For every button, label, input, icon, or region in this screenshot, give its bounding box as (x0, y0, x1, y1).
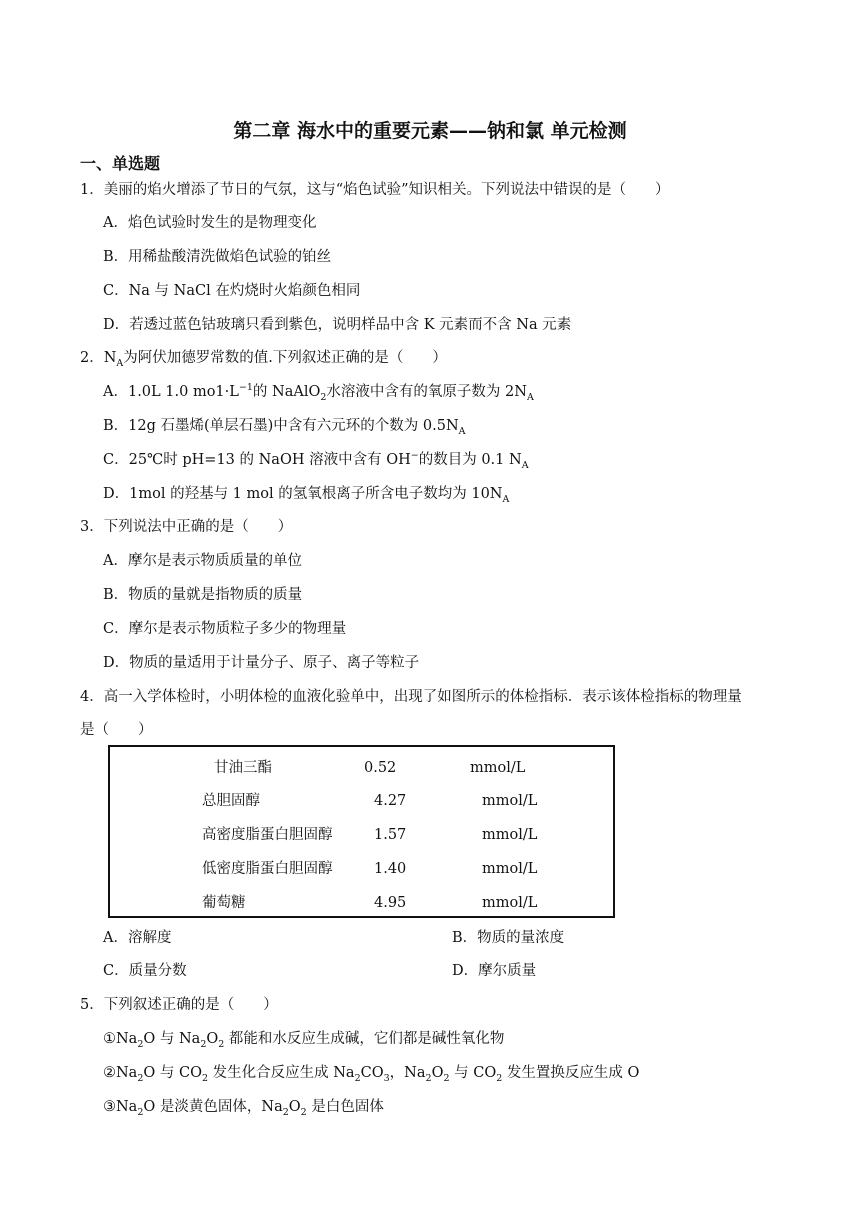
page-title: 第二章 海水中的重要元素——钠和氯 单元检测 (233, 120, 627, 142)
question-4-option-c[interactable]: C．质量分数 (103, 963, 187, 979)
question-5-statement-2: $②Na_2O$ 与 $CO_2$ 发生化合反应生成 $Na_2CO_3$，$Na_2O_2$ 与 $CO_2$ 发生置换反应生成 O (103, 1065, 640, 1084)
question-2-option-a[interactable]: A．1.0L 1.0 $mo1\cdot L^{-1}$的 NaAlO$_2$水溶液中含有的氧原子数为 $2N_A$ (103, 382, 534, 403)
question-1-stem: 1．美丽的焰火增添了节日的气氛，这与“焰色试验”知识相关。下列说法中错误的是（ ） (80, 182, 670, 198)
question-1-option-a[interactable]: A．焰色试验时发生的是物理变化 (103, 215, 317, 231)
question-4-stem-line1: 4．高一入学体检时，小明体检的血液化验单中，出现了如图所示的体检指标．表示该体检指标的物理量 (80, 689, 742, 705)
question-4-stem-line2: 是（ ） (80, 722, 153, 738)
question-5-stem: 5．下列叙述正确的是（ ） (80, 997, 278, 1013)
question-3-stem: 3．下列说法中正确的是（ ） (80, 519, 293, 535)
section-heading: 一、单选题 (80, 154, 161, 173)
table-cell-value: 0.52 (364, 760, 397, 776)
table-cell-unit: mmol/L (482, 827, 538, 843)
table-cell-value: 1.40 (374, 861, 407, 877)
question-1-option-d[interactable]: D．若透过蓝色钴玻璃只看到紫色，说明样品中含 K 元素而不含 Na 元素 (103, 317, 572, 333)
question-2-option-d[interactable]: D．1mol 的羟基与 1 mol 的氢氧根离子所含电子数均为 $10N_A$ (103, 486, 510, 505)
table-cell-unit: mmol/L (482, 895, 538, 911)
table-cell-unit: mmol/L (482, 793, 538, 809)
table-cell-value: 1.57 (374, 827, 407, 843)
question-1-option-b[interactable]: B．用稀盐酸清洗做焰色试验的铂丝 (103, 249, 332, 265)
question-5-statement-1: $①Na_2O$ 与 $Na_2O_2$ 都能和水反应生成碱，它们都是碱性氧化物 (103, 1031, 505, 1050)
table-cell-unit: mmol/L (470, 760, 526, 776)
question-2-option-b[interactable]: B．12g 石墨烯(单层石墨)中含有六元环的个数为 $0.5N_A$ (103, 418, 466, 437)
table-cell-name: 高密度脂蛋白胆固醇 (202, 827, 333, 843)
question-3-option-d[interactable]: D．物质的量适用于计量分子、原子、离子等粒子 (103, 655, 420, 671)
table-cell-unit: mmol/L (482, 861, 538, 877)
table-cell-name: 葡萄糖 (202, 895, 246, 911)
question-1-option-c[interactable]: C．Na 与 NaCl 在灼烧时火焰颜色相同 (103, 283, 361, 299)
question-3-option-a[interactable]: A．摩尔是表示物质质量的单位 (103, 553, 302, 569)
table-cell-name: 甘油三酯 (214, 760, 272, 776)
question-2-option-c[interactable]: C．25℃时 pH=13 的 NaOH 溶液中含有 OH−的数目为 0.1 $N_A$ (103, 450, 529, 471)
question-2-stem: 2．$N_A$为阿伏加德罗常数的值.下列叙述正确的是（ ） (80, 350, 447, 369)
question-3-option-b[interactable]: B．物质的量就是指物质的质量 (103, 587, 303, 603)
table-cell-value: 4.95 (374, 895, 407, 911)
table-cell-value: 4.27 (374, 793, 407, 809)
question-5-statement-3: $③Na_2O$ 是淡黄色固体，$Na_2O_2$ 是白色固体 (103, 1099, 384, 1118)
table-cell-name: 总胆固醇 (202, 793, 260, 809)
blood-test-table (108, 745, 615, 918)
question-3-option-c[interactable]: C．摩尔是表示物质粒子多少的物理量 (103, 621, 347, 637)
question-4-option-a[interactable]: A．溶解度 (103, 930, 172, 946)
question-4-option-b[interactable]: B．物质的量浓度 (452, 930, 565, 946)
table-cell-name: 低密度脂蛋白胆固醇 (202, 861, 333, 877)
question-4-option-d[interactable]: D．摩尔质量 (452, 963, 537, 979)
